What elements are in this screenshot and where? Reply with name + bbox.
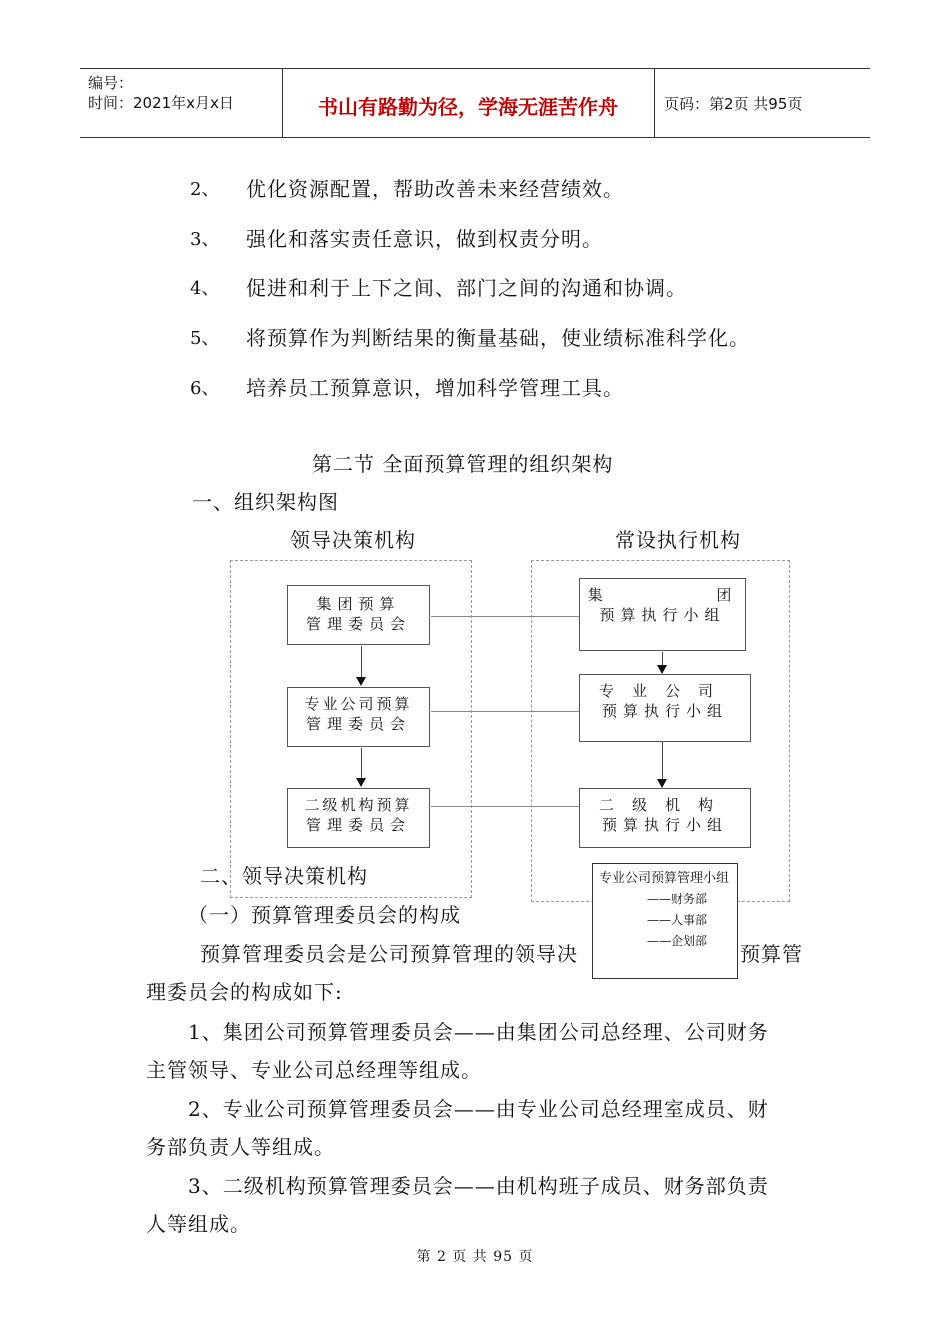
arrow-down-icon [657,665,667,674]
group-budget-committee-box [287,585,430,645]
company-budget-team-box [592,863,738,979]
list-item-text: 培养员工预算意识，增加科学管理工具。 [246,376,624,400]
box-line: 集 团 [587,586,738,604]
branch-execution-team-box [579,788,751,848]
arrow-line [361,646,362,678]
left-column-title: 领导决策机构 [290,528,416,552]
box-line: 预算执行小组 [601,816,728,834]
arrow-line [662,742,663,780]
list-item-text: 优化资源配置，帮助改善未来经营绩效。 [246,177,624,201]
section-title: 第二节 全面预算管理的组织架构 [312,452,614,476]
group-box-item: ——财务部 [647,892,708,906]
arrow-down-icon [657,779,667,788]
box-line: 管理委员会 [305,715,411,733]
page-footer: 第 2 页 共 95 页 [416,1249,534,1265]
time-label: 时间：2021年x月x日 [88,94,234,112]
paragraph-text: 主管领导、专业公司总经理等组成。 [146,1058,482,1082]
subheading-leadership: 二、领导决策机构 [200,864,368,888]
box-line: 预算执行小组 [599,606,726,624]
paragraph-text: 1、集团公司预算管理委员会——由集团公司总经理、公司财务 [188,1020,769,1044]
right-column-title: 常设执行机构 [615,528,741,552]
box-line: 二级机构预算 [304,796,413,814]
paragraph-text: 3、二级机构预算管理委员会——由机构班子成员、财务部负责 [188,1174,769,1198]
paragraph-text: 2、专业公司预算管理委员会——由专业公司总经理室成员、财 [188,1097,769,1121]
group-box-title: 专业公司预算管理小组 [599,871,730,886]
company-budget-committee-box [287,687,430,747]
list-item-number: 3、 [190,229,220,250]
paragraph-text: 预算管 [740,942,803,966]
connector-line [431,711,579,712]
subheading-committee-composition: （一）预算管理委员会的构成 [188,903,461,927]
box-line: 集团预算 [316,595,401,613]
list-item-number: 6、 [190,378,220,399]
group-execution-team-box [579,578,746,651]
group-box-item: ——企划部 [647,934,708,948]
list-item-number: 5、 [190,328,220,349]
paragraph-text: 人等组成。 [146,1212,251,1236]
page-header [80,68,870,138]
list-item-number: 4、 [190,278,220,299]
connector-line [431,616,579,617]
box-line: 二级机构 [598,796,731,814]
header-divider [654,69,655,137]
header-page-info: 页码：第2页 共95页 [664,95,803,113]
header-meta [88,73,234,113]
list-item-text: 将预算作为判断结果的衡量基础，使业绩标准科学化。 [246,326,750,350]
box-line: 专业公司 [598,682,731,700]
box-line: 预算执行小组 [601,702,728,720]
connector-line [431,806,579,807]
list-item-number: 2、 [190,179,220,200]
company-execution-team-box [579,674,751,742]
box-line: 管理委员会 [305,816,411,834]
code-label: 编号： [88,74,134,92]
list-item-text: 强化和落实责任意识，做到权责分明。 [246,227,603,251]
branch-budget-committee-box [287,788,430,848]
arrow-line [361,748,362,778]
paragraph-text: 务部负责人等组成。 [146,1135,335,1159]
paragraph-text: 预算管理委员会是公司预算管理的领导决 [200,942,578,966]
list-item-text: 促进和利于上下之间、部门之间的沟通和协调。 [246,276,687,300]
arrow-down-icon [356,778,366,787]
arrow-down-icon [356,677,366,686]
subheading-org-chart: 一、组织架构图 [192,490,339,514]
header-motto: 书山有路勤为径，学海无涯苦作舟 [318,95,618,119]
box-line: 专业公司预算 [304,695,413,713]
box-line: 管理委员会 [305,615,411,633]
arrow-line [662,652,663,666]
group-box-item: ——人事部 [647,913,708,927]
paragraph-text: 理委员会的构成如下: [146,980,343,1004]
